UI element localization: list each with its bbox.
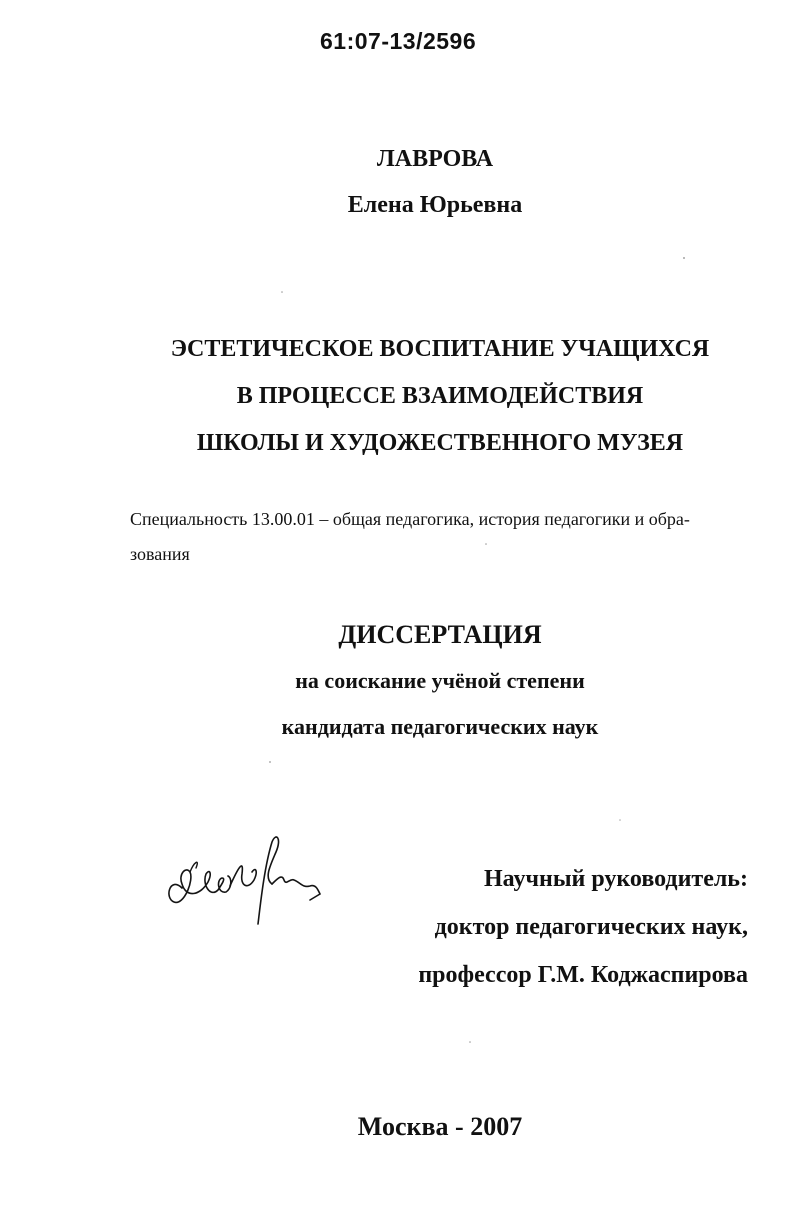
degree-line-1: на соискание учёной степени xyxy=(295,668,585,693)
registration-number: 61:07-13/2596 xyxy=(320,28,477,54)
author-surname: ЛАВРОВА xyxy=(376,146,494,172)
degree-line-2: кандидата педагогических наук xyxy=(281,714,599,739)
title-line: ШКОЛЫ И ХУДОЖЕСТВЕННОГО МУЗЕЯ xyxy=(196,430,684,456)
specialty-line-1: Специальность 13.00.01 – общая педагогика, история педагогики и обра- xyxy=(130,509,690,529)
city-year: Москва - 2007 xyxy=(357,1112,523,1141)
title-line: ЭСТЕТИЧЕСКОЕ ВОСПИТАНИЕ УЧАЩИХСЯ xyxy=(170,336,710,362)
advisor-name: профессор Г.М. Коджаспирова xyxy=(418,962,748,988)
dissertation-heading: ДИССЕРТАЦИЯ xyxy=(338,620,542,649)
specialty-line-2: зования xyxy=(130,544,190,564)
author-name-patronymic: Елена Юрьевна xyxy=(347,192,523,218)
advisor-degree: доктор педагогических наук, xyxy=(434,914,748,940)
advisor-label: Научный руководитель: xyxy=(484,866,748,892)
title-line: В ПРОЦЕССЕ ВЗАИМОДЕЙСТВИЯ xyxy=(236,383,644,409)
